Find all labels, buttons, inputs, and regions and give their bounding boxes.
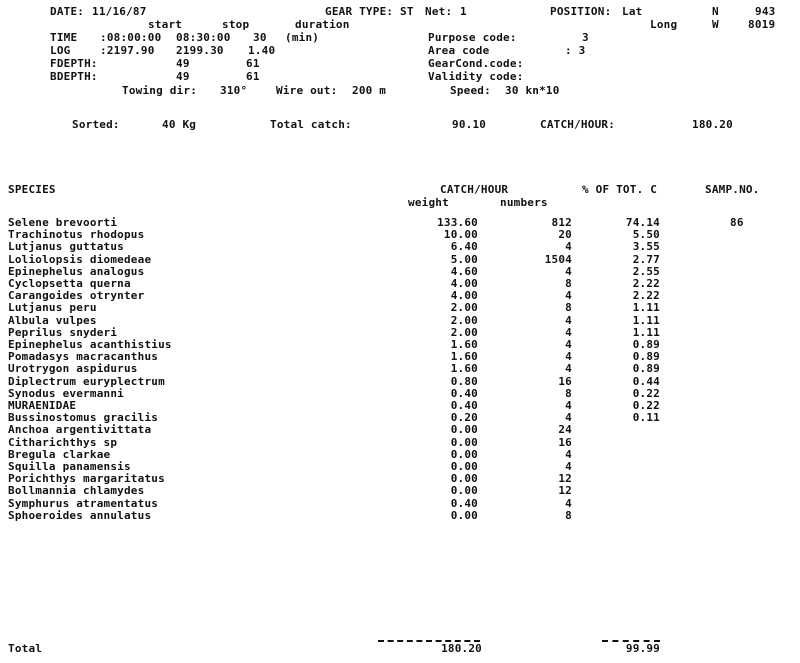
weight-value: 0.00 [450,448,478,461]
samp-value: 86 [730,216,744,229]
numbers-value: 4 [565,240,572,253]
numbers-value: 4 [565,326,572,339]
numbers-value: 16 [558,436,572,449]
col-duration-header: duration [295,18,350,31]
numbers-value: 8 [565,277,572,290]
species-name: Peprilus snyderi [8,326,118,339]
weight-value: 0.40 [450,399,478,412]
bdepth-label: BDEPTH: [50,70,98,83]
col-stop-header: stop [222,18,250,31]
pct-value: 3.55 [632,240,660,253]
weight-value: 0.00 [450,423,478,436]
species-name: Lutjanus guttatus [8,240,124,253]
numbers-value: 12 [558,484,572,497]
weight-value: 0.00 [450,509,478,522]
pct-header: % OF TOT. C [582,183,658,196]
species-name: Symphurus atramentatus [8,497,159,510]
weight-header: weight [408,196,449,209]
species-name: Sphoeroides annulatus [8,509,152,522]
species-name: Epinephelus analogus [8,265,145,278]
fdepth-stop: 61 [246,57,260,70]
pct-value: 0.89 [632,350,660,363]
purpose-value: 3 [582,31,589,44]
numbers-value: 20 [558,228,572,241]
long-hemisphere: W [712,18,719,31]
numbers-value: 4 [565,338,572,351]
species-name: Citharichthys sp [8,436,118,449]
position-label: POSITION: [550,5,612,18]
total-catch-value: 90.10 [452,118,487,131]
pct-value: 1.11 [632,326,660,339]
sorted-value: 40 Kg [162,118,197,131]
weight-value: 1.60 [450,362,478,375]
weight-value: 0.40 [450,497,478,510]
weight-value: 6.40 [450,240,478,253]
fdepth-start: 49 [176,57,190,70]
numbers-value: 24 [558,423,572,436]
catch-hour-label: CATCH/HOUR: [540,118,616,131]
catch-hour-header: CATCH/HOUR [440,183,509,196]
numbers-value: 4 [565,314,572,327]
species-name: Trachinotus rhodopus [8,228,145,241]
log-label: LOG [50,44,71,57]
numbers-value: 4 [565,448,572,461]
pct-value: 0.89 [632,362,660,375]
samp-header: SAMP.NO. [705,183,760,196]
towing-label: Towing dir: [122,84,198,97]
gearcond-label: GearCond.code: [428,57,524,70]
sorted-label: Sorted: [72,118,120,131]
col-start-header: start [148,18,183,31]
species-name: Urotrygon aspidurus [8,362,138,375]
weight-value: 0.00 [450,460,478,473]
weight-value: 4.60 [450,265,478,278]
pct-value: 0.22 [632,387,660,400]
species-name: Loliolopsis diomedeae [8,253,152,266]
speed-value: 30 kn*10 [505,84,560,97]
weight-value: 4.00 [450,289,478,302]
numbers-value: 8 [565,509,572,522]
species-name: MURAENIDAE [8,399,77,412]
numbers-value: 4 [565,350,572,363]
species-name: Selene brevoorti [8,216,118,229]
fdepth-label: FDEPTH: [50,57,98,70]
area-value: : 3 [565,44,586,57]
long-label: Long [650,18,678,31]
pct-value: 0.22 [632,399,660,412]
time-label: TIME [50,31,78,44]
species-name: Pomadasys macracanthus [8,350,159,363]
weight-value: 0.00 [450,436,478,449]
pct-value: 0.44 [632,375,660,388]
weight-value: 0.00 [450,472,478,485]
numbers-value: 16 [558,375,572,388]
numbers-header: numbers [500,196,548,209]
net-value: 1 [460,5,467,18]
species-name: Carangoides otrynter [8,289,145,302]
towing-value: 310° [220,84,248,97]
total-pct-value: 99.99 [625,642,660,655]
species-name: Albula vulpes [8,314,97,327]
total-catch-label: Total catch: [270,118,352,131]
gear-type-label: GEAR TYPE: [325,5,394,18]
species-name: Bussinostomus gracilis [8,411,159,424]
weight-value: 10.00 [443,228,478,241]
gear-type-value: ST [400,5,414,18]
weight-value: 0.20 [450,411,478,424]
numbers-value: 4 [565,460,572,473]
numbers-value: 8 [565,387,572,400]
numbers-value: 4 [565,497,572,510]
species-name: Bregula clarkae [8,448,111,461]
time-duration: 30 [253,31,267,44]
pct-value: 0.89 [632,338,660,351]
time-unit: (min) [285,31,320,44]
pct-value: 2.77 [632,253,660,266]
long-value: 8019 [748,18,776,31]
species-name: Cyclopsetta querna [8,277,131,290]
bdepth-start: 49 [176,70,190,83]
species-name: Bollmannia chlamydes [8,484,145,497]
bdepth-stop: 61 [246,70,260,83]
time-start: :08:00:00 [100,31,162,44]
numbers-value: 12 [558,472,572,485]
net-label: Net: [425,5,453,18]
numbers-value: 8 [565,301,572,314]
weight-value: 2.00 [450,301,478,314]
numbers-value: 1504 [544,253,572,266]
numbers-value: 4 [565,362,572,375]
total-label: Total [8,642,43,655]
log-duration: 1.40 [248,44,276,57]
wire-label: Wire out: [276,84,338,97]
log-stop: 2199.30 [176,44,224,57]
validity-label: Validity code: [428,70,524,83]
pct-value: 5.50 [632,228,660,241]
species-name: Squilla panamensis [8,460,131,473]
date-label: DATE: [50,5,85,18]
pct-value: 2.55 [632,265,660,278]
weight-value: 5.00 [450,253,478,266]
weight-value: 4.00 [450,277,478,290]
species-header: SPECIES [8,183,56,196]
species-name: Epinephelus acanthistius [8,338,172,351]
weight-value: 0.80 [450,375,478,388]
weight-value: 0.00 [450,484,478,497]
numbers-value: 4 [565,265,572,278]
wire-value: 200 m [352,84,387,97]
pct-value: 0.11 [632,411,660,424]
species-name: Anchoa argentivittata [8,423,152,436]
weight-value: 1.60 [450,338,478,351]
weight-value: 133.60 [437,216,478,229]
species-name: Porichthys margaritatus [8,472,165,485]
pct-value: 2.22 [632,277,660,290]
log-start: :2197.90 [100,44,155,57]
weight-value: 1.60 [450,350,478,363]
numbers-value: 4 [565,289,572,302]
weight-value: 2.00 [450,314,478,327]
weight-value: 2.00 [450,326,478,339]
lat-hemisphere: N [712,5,719,18]
lat-label: Lat [622,5,643,18]
date-value: 11/16/87 [92,5,147,18]
numbers-value: 4 [565,411,572,424]
catch-hour-value: 180.20 [692,118,733,131]
pct-value: 74.14 [625,216,660,229]
pct-value: 1.11 [632,301,660,314]
time-stop: 08:30:00 [176,31,231,44]
purpose-label: Purpose code: [428,31,517,44]
species-name: Synodus evermanni [8,387,124,400]
total-weight-value: 180.20 [441,642,482,655]
lat-value: 943 [755,5,776,18]
species-name: Lutjanus peru [8,301,97,314]
numbers-value: 4 [565,399,572,412]
species-name: Diplectrum euryplectrum [8,375,165,388]
weight-value: 0.40 [450,387,478,400]
pct-value: 1.11 [632,314,660,327]
pct-value: 2.22 [632,289,660,302]
speed-label: Speed: [450,84,491,97]
numbers-value: 812 [551,216,572,229]
area-label: Area code [428,44,490,57]
